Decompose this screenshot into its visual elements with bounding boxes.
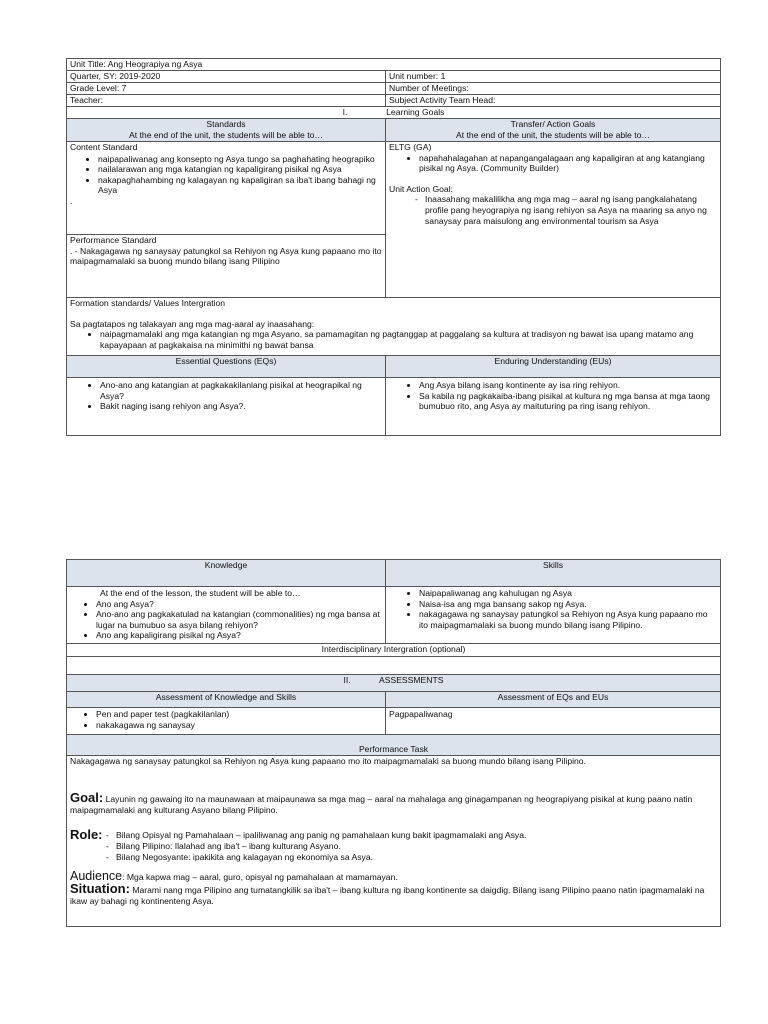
list-item: • nakagagawa ng sanaysay patungkol sa Rehiyon ng Asya kung papaano mo ito maipagmamalaki sa buong mundo bilang isang Pilipino.: [419, 609, 717, 630]
goal-label: Goal:: [70, 790, 104, 805]
assess-knowledge-cell: [67, 708, 386, 735]
knowledge-intro: At the end of the lesson, the student will be able to…: [100, 588, 301, 598]
list-item: • Ano-ano ang katangian at pagkakakilanlang pisikal at heograpikal ng Asya?: [100, 380, 382, 401]
unit-action-goal-list: [389, 194, 717, 226]
learning-goals-number: I.: [342, 107, 348, 117]
unit-action-goal-label: Unit Action Goal:: [389, 183, 454, 194]
role-list: [70, 830, 717, 863]
eu-cell: [386, 378, 721, 436]
goal-paragraph: [70, 792, 717, 816]
list-item: - Bilang Negosyante: ipakikita ang kalagayan ng ekonomiya sa Asya.: [116, 852, 717, 863]
performance-task-cell: [67, 756, 721, 927]
standards-label: Standards: [206, 119, 246, 129]
assess-knowledge-list: [70, 709, 382, 730]
list-item: - Bilang Pilipino: Ilalahad ang iba't – ibang kulturang Asyano.: [116, 841, 717, 852]
unit-title: Unit Title: Ang Heograpiya ng Asya: [67, 59, 721, 71]
formation-cell: [67, 298, 721, 356]
eltg-cell: [386, 142, 721, 298]
unit-number: Unit number: 1: [386, 71, 721, 83]
list-item: - Bilang Opisyal ng Pamahalaan – ipaliliwanag ang panig ng pamahalaan kung bakit ipagmamalaki ang Asya.: [116, 830, 717, 841]
content-standard-list: [70, 154, 382, 196]
assessment-table: [66, 559, 721, 927]
list-item: • Pen and paper test (pagkakilanlan): [96, 709, 382, 720]
list-item: • Naipapaliwanag ang kahulugan ng Asya: [419, 588, 717, 599]
transfer-header: [386, 119, 721, 142]
formation-label: Formation standards/ Values Intergration: [70, 298, 226, 308]
transfer-sub: At the end of the unit, the students will be able to…: [456, 129, 650, 140]
audience-paragraph: [70, 871, 717, 883]
list-item: • napahahalagahan at napangangalagaan ang kapaligiran at ang katangiang pisikal ng Asya. (Community Builder): [419, 153, 717, 174]
formation-list: [70, 329, 717, 350]
eq-header: Essential Questions (EQs): [67, 356, 386, 378]
list-item: • naipagmamalaki ang mga katangian ng mga Asyano, sa pamamagitan ng pagtanggap at paggalang sa kultura at tradisyon ng bawat isa upang matamo ang kapayapaan at pagkakaisa na minimithi ng bawat bansa: [100, 329, 717, 350]
transfer-label: Transfer/ Action Goals: [510, 119, 596, 129]
eq-cell: [67, 378, 386, 436]
standards-header: [67, 119, 386, 142]
eltg-label: ELTG (GA): [389, 142, 432, 152]
performance-standard-text: . - Nakagagawa ng sanaysay patungkol sa Rehiyon ng Asya kung papaano mo ito maipagmamalaki sa buong mundo bilang isang Pilipino: [70, 245, 382, 267]
knowledge-header: Knowledge: [67, 560, 386, 587]
list-item: - Inaasahang makalilikha ang mga mag – aaral ng isang pangkalahatang profile pang heyograpiya ng isang rehiyon sa Asya na maaring sa anyo ng sanaysay para maisulong ang environmental tourism sa Asya: [425, 194, 717, 226]
performance-standard-label: Performance Standard: [70, 235, 157, 245]
eltg-list: [389, 153, 717, 174]
audience-label: Audience: [70, 869, 123, 883]
assessments-heading: [67, 675, 721, 692]
content-dot: .: [70, 195, 73, 206]
assessments-title: ASSESSMENTS: [379, 675, 444, 685]
situation-label: Situation:: [70, 881, 130, 896]
list-item: • Naisa-isa ang mga bansang sakop ng Asya.: [419, 599, 717, 610]
list-item: • Ano ang Asya?: [96, 599, 382, 610]
eu-list: [389, 380, 717, 412]
standards-sub: At the end of the unit, the students will be able to…: [129, 129, 323, 140]
team-head: Subject Activity Team Head:: [386, 95, 721, 107]
knowledge-list: [70, 599, 382, 641]
grade-level: Grade Level: 7: [67, 83, 386, 95]
list-item: • Ano-ano ang pagkakatulad na katangian (commonalities) ng mga bansa at lugar na bumubuo sa asya bilang rehiyon?: [96, 609, 382, 630]
formation-intro: Sa pagtatapos ng talakayan ang mga mag-aaral ay inaasahang:: [70, 318, 315, 329]
content-standard-cell: [67, 142, 386, 235]
number-of-meetings: Number of Meetings:: [386, 83, 721, 95]
skills-cell: [386, 587, 721, 644]
situation-text: Marami nang mga Pilipino ang tumatangkilik sa iba't – ibang kultura ng ibang kontinente sa daigdig. Bilang isang Pilipino paano natin ipagmamalaki na ikaw ay bahagi ng kontinenteng Asya.: [70, 885, 705, 906]
list-item: • nakapaghahambing ng kalagayan ng kapaligiran sa iba't ibang bahagi ng Asya: [98, 175, 382, 196]
performance-standard-cell: [67, 235, 386, 298]
performance-task-text: Nakagagawa ng sanaysay patungkol sa Rehiyon ng Asya kung papaano mo ito maipagmamalaki sa buong mundo bilang isang Pilipino.: [70, 756, 586, 766]
list-item: • Ano ang kapaligirang pisikal ng Asya?: [96, 630, 382, 641]
blank-row: [67, 657, 721, 675]
list-item: • nailalarawan ang mga katangian ng kapaligirang pisikal ng Asya: [98, 164, 382, 175]
situation-paragraph: [70, 883, 717, 907]
knowledge-cell: [67, 587, 386, 644]
learning-goals-title: Learning Goals: [386, 107, 445, 117]
unit-plan-table: [66, 58, 721, 436]
assess-eq-cell: Pagpapaliwanag: [386, 708, 721, 735]
interdisciplinary-row: Interdisciplinary Intergration (optional): [67, 644, 721, 657]
audience-text: : Mga kapwa mag – aaral, guro, opisyal ng pamahalaan at mamamayan.: [122, 872, 398, 882]
list-item: • Sa kabila ng pagkakaiba-ibang pisikal at kultura ng mga bansa at mga taong bumubuo rito, ang Asya ay maituturing pa ring isang rehiyon.: [419, 391, 717, 412]
role-label: Role:: [70, 827, 103, 842]
performance-task-label: Performance Task: [358, 744, 429, 755]
skills-list: [389, 588, 717, 630]
eu-header: Enduring Understanding (EUs): [386, 356, 721, 378]
learning-goals-heading: [67, 107, 721, 119]
assess-eq-header: Assessment of EQs and EUs: [386, 692, 721, 708]
list-item: • nakakagawa ng sanaysay: [96, 720, 382, 731]
skills-header: Skills: [386, 560, 721, 587]
assess-knowledge-header: Assessment of Knowledge and Skills: [67, 692, 386, 708]
goal-text: Layunin ng gawaing ito na maunawaan at maipaunawa sa mga mag – aaral na mahalaga ang ginagampanan ng heograpiyang pisikal at kung paano natin maipagmamalaki ang kulturang Asyano bilang Pilipino.: [70, 794, 693, 815]
content-standard-label: Content Standard: [70, 142, 138, 152]
assessments-number: II.: [343, 675, 351, 685]
quarter: Quarter, SY: 2019-2020: [67, 71, 386, 83]
list-item: • Ang Asya bilang isang kontinente ay isa ring rehiyon.: [419, 380, 717, 391]
list-item: • Bakit naging isang rehiyon ang Asya?.: [100, 401, 382, 412]
teacher: Teacher:: [67, 95, 386, 107]
list-item: • naipapaliwanag ang konsepto ng Asya tungo sa paghahating heograpiko: [98, 154, 382, 165]
performance-task-header: [67, 735, 721, 756]
eq-list: [70, 380, 382, 412]
